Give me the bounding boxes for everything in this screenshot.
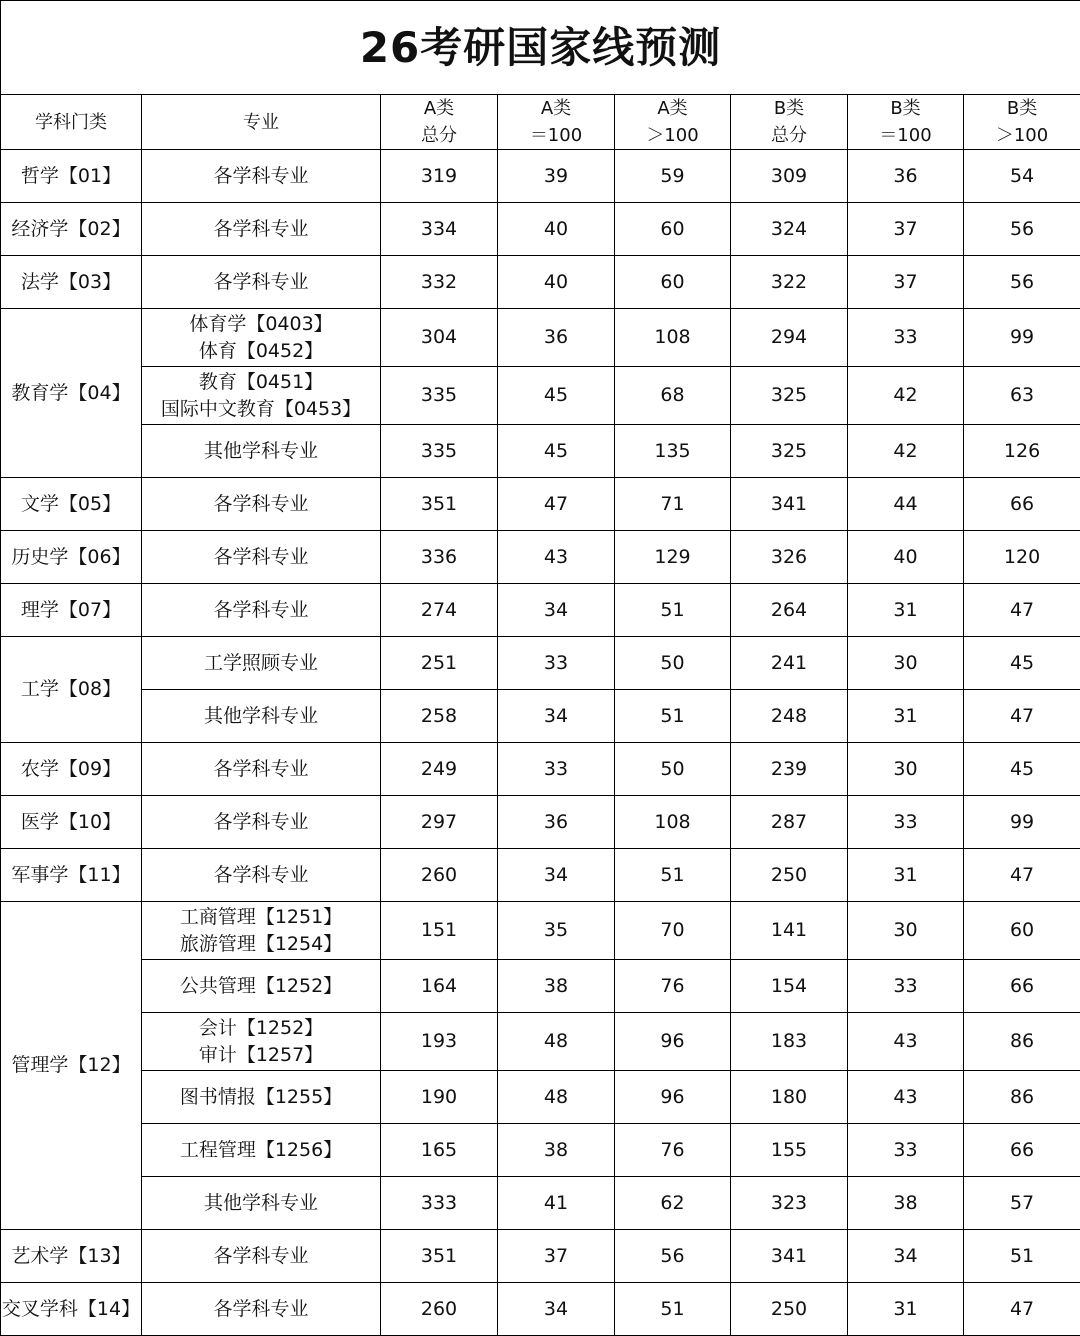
major-line: 各学科专业	[213, 217, 309, 240]
value-cell-a-gt100: 68	[615, 367, 731, 425]
major-cell	[142, 1177, 381, 1230]
major-cell	[142, 796, 381, 849]
value-cell-a-total: 193	[381, 1013, 498, 1071]
header-a-total	[381, 95, 498, 150]
value-cell-b-gt100: 45	[964, 637, 1080, 690]
value-cell-a-gt100: 50	[615, 743, 731, 796]
header-b-total-line1: B类	[773, 98, 805, 119]
value-cell-a-gt100: 76	[615, 1124, 731, 1177]
value-cell-b-total: 294	[731, 309, 848, 367]
value-cell-b-gt100: 47	[964, 584, 1080, 637]
value-cell-b-total: 264	[731, 584, 848, 637]
category-cell: 历史学【06】	[1, 531, 142, 584]
table-row	[1, 1177, 1080, 1230]
value-cell-b-eq100: 31	[848, 1283, 964, 1336]
table-row	[1, 849, 1080, 902]
value-cell-b-eq100: 40	[848, 531, 964, 584]
value-cell-b-total: 250	[731, 849, 848, 902]
value-cell-b-total: 326	[731, 531, 848, 584]
value-cell-a-eq100: 35	[498, 902, 615, 960]
value-cell-a-total: 334	[381, 203, 498, 256]
table-row	[1, 796, 1080, 849]
value-cell-a-eq100: 34	[498, 849, 615, 902]
category-cell: 管理学【12】	[1, 902, 142, 1230]
table-row	[1, 309, 1080, 367]
page-title: 26考研国家线预测	[1, 1, 1080, 95]
major-line: 各学科专业	[213, 164, 309, 187]
major-line: 图书情报【1255】	[179, 1085, 343, 1108]
value-cell-a-gt100: 135	[615, 425, 731, 478]
value-cell-b-eq100: 33	[848, 1124, 964, 1177]
value-cell-a-gt100: 108	[615, 796, 731, 849]
value-cell-a-total: 319	[381, 150, 498, 203]
table-row	[1, 960, 1080, 1013]
major-line: 会计【1252】	[198, 1016, 324, 1039]
value-cell-a-total: 249	[381, 743, 498, 796]
value-cell-a-eq100: 43	[498, 531, 615, 584]
major-cell	[142, 1230, 381, 1283]
header-a-eq100-line1: A类	[540, 98, 572, 119]
value-cell-b-eq100: 43	[848, 1013, 964, 1071]
value-cell-a-gt100: 60	[615, 256, 731, 309]
category-cell: 医学【10】	[1, 796, 142, 849]
table-row	[1, 256, 1080, 309]
header-a-total-line1: A类	[423, 98, 455, 119]
major-cell	[142, 849, 381, 902]
value-cell-b-total: 287	[731, 796, 848, 849]
major-line: 体育学【0403】	[189, 312, 333, 335]
value-cell-b-eq100: 31	[848, 690, 964, 743]
value-cell-a-gt100: 51	[615, 849, 731, 902]
value-cell-a-gt100: 129	[615, 531, 731, 584]
value-cell-b-eq100: 30	[848, 743, 964, 796]
value-cell-a-eq100: 37	[498, 1230, 615, 1283]
category-cell: 艺术学【13】	[1, 1230, 142, 1283]
value-cell-a-total: 190	[381, 1071, 498, 1124]
value-cell-b-eq100: 38	[848, 1177, 964, 1230]
value-cell-b-gt100: 86	[964, 1013, 1080, 1071]
value-cell-b-eq100: 37	[848, 203, 964, 256]
value-cell-b-eq100: 31	[848, 849, 964, 902]
table-row	[1, 478, 1080, 531]
table-row	[1, 150, 1080, 203]
category-cell: 农学【09】	[1, 743, 142, 796]
value-cell-b-eq100: 33	[848, 960, 964, 1013]
value-cell-b-gt100: 66	[964, 1124, 1080, 1177]
value-cell-a-gt100: 70	[615, 902, 731, 960]
value-cell-a-gt100: 56	[615, 1230, 731, 1283]
value-cell-a-gt100: 96	[615, 1071, 731, 1124]
category-cell: 教育学【04】	[1, 309, 142, 478]
value-cell-b-gt100: 47	[964, 849, 1080, 902]
value-cell-b-gt100: 120	[964, 531, 1080, 584]
value-cell-b-total: 183	[731, 1013, 848, 1071]
table-row	[1, 690, 1080, 743]
major-line: 各学科专业	[213, 863, 309, 886]
value-cell-b-eq100: 42	[848, 367, 964, 425]
major-cell	[142, 309, 381, 367]
header-a-eq100-line2: ＝100	[529, 125, 583, 146]
value-cell-a-eq100: 34	[498, 1283, 615, 1336]
value-cell-b-total: 248	[731, 690, 848, 743]
category-cell: 理学【07】	[1, 584, 142, 637]
value-cell-b-total: 341	[731, 478, 848, 531]
major-cell	[142, 203, 381, 256]
value-cell-a-eq100: 39	[498, 150, 615, 203]
major-line: 各学科专业	[213, 757, 309, 780]
value-cell-a-total: 151	[381, 902, 498, 960]
value-cell-a-gt100: 108	[615, 309, 731, 367]
value-cell-b-gt100: 60	[964, 902, 1080, 960]
major-line: 其他学科专业	[203, 439, 318, 462]
value-cell-b-gt100: 56	[964, 203, 1080, 256]
value-cell-b-eq100: 34	[848, 1230, 964, 1283]
value-cell-a-total: 258	[381, 690, 498, 743]
header-b-gt100	[964, 95, 1080, 150]
value-cell-b-eq100: 30	[848, 637, 964, 690]
value-cell-a-total: 336	[381, 531, 498, 584]
major-cell	[142, 367, 381, 425]
category-cell: 哲学【01】	[1, 150, 142, 203]
value-cell-a-total: 164	[381, 960, 498, 1013]
value-cell-a-eq100: 40	[498, 256, 615, 309]
table-row	[1, 584, 1080, 637]
major-line: 各学科专业	[213, 1297, 309, 1320]
value-cell-b-eq100: 30	[848, 902, 964, 960]
value-cell-b-total: 154	[731, 960, 848, 1013]
major-line: 工学照顾专业	[203, 651, 318, 674]
header-b-gt100-line2: ＞100	[995, 125, 1049, 146]
table-body	[1, 150, 1080, 1336]
value-cell-b-total: 239	[731, 743, 848, 796]
header-row	[1, 95, 1080, 150]
major-line: 其他学科专业	[203, 704, 318, 727]
value-cell-b-total: 325	[731, 425, 848, 478]
value-cell-b-gt100: 99	[964, 796, 1080, 849]
value-cell-a-gt100: 71	[615, 478, 731, 531]
major-line: 审计【1257】	[198, 1043, 324, 1066]
value-cell-a-total: 260	[381, 1283, 498, 1336]
major-cell	[142, 150, 381, 203]
value-cell-a-total: 335	[381, 425, 498, 478]
value-cell-a-total: 351	[381, 478, 498, 531]
table-row	[1, 1013, 1080, 1071]
header-b-total-line2: 总分	[771, 125, 807, 146]
value-cell-b-total: 180	[731, 1071, 848, 1124]
value-cell-a-gt100: 62	[615, 1177, 731, 1230]
table-row	[1, 425, 1080, 478]
category-cell: 工学【08】	[1, 637, 142, 743]
header-major: 专业	[142, 95, 381, 150]
value-cell-b-eq100: 36	[848, 150, 964, 203]
major-line: 国际中文教育【0453】	[160, 397, 362, 420]
table-row	[1, 367, 1080, 425]
value-cell-a-eq100: 38	[498, 960, 615, 1013]
value-cell-a-eq100: 33	[498, 743, 615, 796]
value-cell-a-eq100: 34	[498, 584, 615, 637]
value-cell-a-total: 335	[381, 367, 498, 425]
value-cell-a-eq100: 36	[498, 796, 615, 849]
value-cell-b-gt100: 47	[964, 1283, 1080, 1336]
value-cell-a-gt100: 51	[615, 584, 731, 637]
major-line: 旅游管理【1254】	[179, 932, 343, 955]
value-cell-a-total: 165	[381, 1124, 498, 1177]
value-cell-a-gt100: 60	[615, 203, 731, 256]
major-cell	[142, 1124, 381, 1177]
major-cell	[142, 690, 381, 743]
category-cell: 经济学【02】	[1, 203, 142, 256]
value-cell-a-gt100: 51	[615, 690, 731, 743]
value-cell-a-total: 260	[381, 849, 498, 902]
value-cell-a-total: 332	[381, 256, 498, 309]
value-cell-b-gt100: 126	[964, 425, 1080, 478]
major-line: 各学科专业	[213, 598, 309, 621]
value-cell-b-gt100: 47	[964, 690, 1080, 743]
value-cell-b-gt100: 45	[964, 743, 1080, 796]
value-cell-a-eq100: 33	[498, 637, 615, 690]
value-cell-a-gt100: 96	[615, 1013, 731, 1071]
value-cell-a-eq100: 48	[498, 1013, 615, 1071]
table-row	[1, 1230, 1080, 1283]
table-row	[1, 1071, 1080, 1124]
major-line: 工商管理【1251】	[179, 905, 343, 928]
value-cell-a-eq100: 47	[498, 478, 615, 531]
header-b-eq100-line1: B类	[890, 98, 921, 119]
header-b-gt100-line1: B类	[1006, 98, 1038, 119]
header-b-eq100-line2: ＝100	[879, 125, 932, 146]
header-a-eq100	[498, 95, 615, 150]
header-b-total	[731, 95, 848, 150]
table-row	[1, 1283, 1080, 1336]
value-cell-a-total: 333	[381, 1177, 498, 1230]
major-line: 工程管理【1256】	[179, 1138, 343, 1161]
table-row	[1, 743, 1080, 796]
value-cell-b-total: 141	[731, 902, 848, 960]
major-line: 各学科专业	[213, 545, 309, 568]
value-cell-b-gt100: 66	[964, 478, 1080, 531]
value-cell-a-total: 304	[381, 309, 498, 367]
value-cell-a-gt100: 50	[615, 637, 731, 690]
value-cell-a-eq100: 41	[498, 1177, 615, 1230]
major-line: 其他学科专业	[203, 1191, 318, 1214]
major-line: 公共管理【1252】	[179, 974, 343, 997]
major-cell	[142, 1283, 381, 1336]
value-cell-a-total: 351	[381, 1230, 498, 1283]
value-cell-b-total: 241	[731, 637, 848, 690]
value-cell-b-gt100: 63	[964, 367, 1080, 425]
value-cell-a-eq100: 36	[498, 309, 615, 367]
value-cell-b-total: 250	[731, 1283, 848, 1336]
value-cell-b-gt100: 56	[964, 256, 1080, 309]
value-cell-b-eq100: 31	[848, 584, 964, 637]
value-cell-a-eq100: 45	[498, 367, 615, 425]
major-cell	[142, 531, 381, 584]
value-cell-b-total: 155	[731, 1124, 848, 1177]
value-cell-a-gt100: 76	[615, 960, 731, 1013]
value-cell-b-eq100: 42	[848, 425, 964, 478]
category-cell: 军事学【11】	[1, 849, 142, 902]
value-cell-b-eq100: 44	[848, 478, 964, 531]
table-row	[1, 1124, 1080, 1177]
value-cell-b-eq100: 33	[848, 796, 964, 849]
table-row	[1, 902, 1080, 960]
value-cell-b-gt100: 57	[964, 1177, 1080, 1230]
major-cell	[142, 743, 381, 796]
major-line: 各学科专业	[213, 270, 309, 293]
value-cell-a-total: 251	[381, 637, 498, 690]
major-cell	[142, 1071, 381, 1124]
header-category: 学科门类	[1, 95, 142, 150]
header-a-total-line2: 总分	[421, 125, 457, 146]
value-cell-a-eq100: 45	[498, 425, 615, 478]
value-cell-a-eq100: 38	[498, 1124, 615, 1177]
header-a-gt100-line1: A类	[657, 98, 688, 119]
value-cell-a-eq100: 40	[498, 203, 615, 256]
value-cell-a-gt100: 59	[615, 150, 731, 203]
major-cell	[142, 960, 381, 1013]
category-cell: 法学【03】	[1, 256, 142, 309]
header-a-gt100	[615, 95, 731, 150]
value-cell-b-total: 341	[731, 1230, 848, 1283]
value-cell-b-gt100: 99	[964, 309, 1080, 367]
value-cell-b-total: 322	[731, 256, 848, 309]
major-cell	[142, 425, 381, 478]
category-cell: 文学【05】	[1, 478, 142, 531]
header-b-eq100	[848, 95, 964, 150]
value-cell-b-total: 325	[731, 367, 848, 425]
value-cell-a-gt100: 51	[615, 1283, 731, 1336]
value-cell-b-total: 309	[731, 150, 848, 203]
major-line: 教育【0451】	[198, 370, 324, 393]
major-line: 体育【0452】	[198, 339, 324, 362]
major-line: 各学科专业	[213, 810, 309, 833]
value-cell-a-eq100: 48	[498, 1071, 615, 1124]
value-cell-b-eq100: 33	[848, 309, 964, 367]
header-a-gt100-line2: ＞100	[646, 125, 699, 146]
category-cell: 交叉学科【14】	[1, 1283, 142, 1336]
value-cell-b-eq100: 37	[848, 256, 964, 309]
value-cell-b-total: 323	[731, 1177, 848, 1230]
major-line: 各学科专业	[213, 492, 309, 515]
value-cell-b-gt100: 54	[964, 150, 1080, 203]
value-cell-b-gt100: 86	[964, 1071, 1080, 1124]
table-row	[1, 531, 1080, 584]
value-cell-b-total: 324	[731, 203, 848, 256]
major-cell	[142, 478, 381, 531]
value-cell-a-eq100: 34	[498, 690, 615, 743]
value-cell-a-total: 297	[381, 796, 498, 849]
major-cell	[142, 902, 381, 960]
value-cell-a-total: 274	[381, 584, 498, 637]
value-cell-b-eq100: 43	[848, 1071, 964, 1124]
major-cell	[142, 584, 381, 637]
value-cell-b-gt100: 66	[964, 960, 1080, 1013]
table-row	[1, 637, 1080, 690]
major-cell	[142, 256, 381, 309]
major-cell	[142, 1013, 381, 1071]
table-row	[1, 203, 1080, 256]
major-line: 各学科专业	[213, 1244, 309, 1267]
value-cell-b-gt100: 51	[964, 1230, 1080, 1283]
major-cell	[142, 637, 381, 690]
